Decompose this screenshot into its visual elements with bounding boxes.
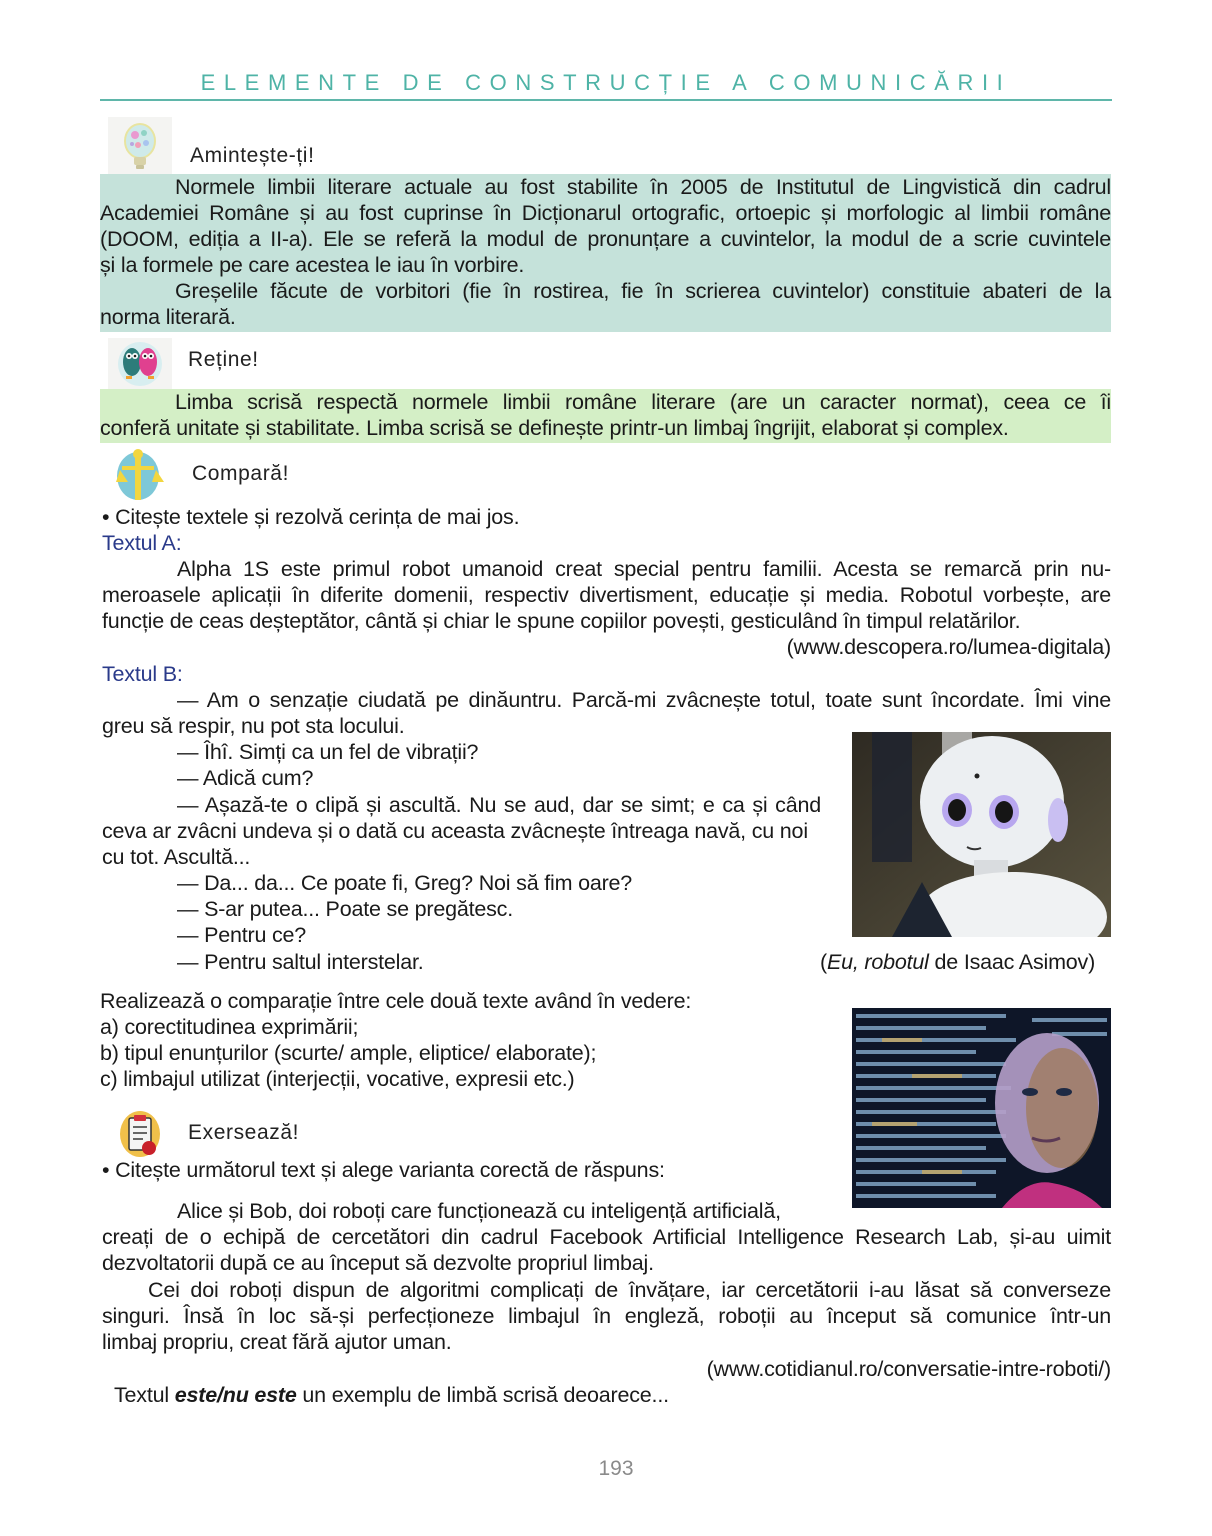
dialogue-line: — Îhî. Simți ca un fel de vibrații? (177, 740, 479, 764)
dialogue-line: — Am o senzație ciudată pe dinăuntru. Parcă-mi zvâcnește totul, toate sunt încordate. Îmi vine (177, 688, 1111, 712)
text-b-source (820, 949, 1095, 975)
exercise-question (114, 1382, 669, 1408)
dialogue-line: — Pentru saltul interstelar. (177, 950, 424, 974)
question-choice: este/nu este (174, 1383, 297, 1407)
dialogue-line: — Așază-te o clipă și ascultă. Nu se aud, dar se simt; e ca și când (177, 793, 821, 817)
robot-photo (852, 732, 1111, 937)
exercise-line: creați de o echipă de cercetători din cadrul Facebook Artificial Intelligence Research Lab, și-au uimit (102, 1225, 1111, 1249)
paragraph-line: Limba scrisă respectă normele limbii române literare (are un caracter normat), ceea ce îi (175, 390, 1111, 414)
dialogue-line: greu să respir, nu pot sta locului. (102, 714, 405, 738)
exercise-line: limbaj propriu, creat fără ajutor uman. (102, 1330, 452, 1354)
paragraph-line: conferă unitate și stabilitate. Limba scrisă se definește printr-un limbaj îngrijit, elaborat și complex. (100, 416, 1009, 440)
source-paren: ( (820, 950, 827, 974)
paragraph-line: Normele limbii literare actuale au fost stabilite în 2005 de Institutul de Lingvistică din cadrul (175, 175, 1111, 199)
text-a-line: Alpha 1S este primul robot umanoid creat special pentru familii. Acesta se remarcă prin nu- (177, 557, 1111, 581)
lightbulb-icon (108, 117, 172, 177)
paragraph-line: norma literară. (100, 305, 236, 329)
ai-face-code-photo (852, 1008, 1111, 1208)
exercise-line: dezvoltatorii după ce au început să dezvolte propriul limbaj. (102, 1251, 654, 1275)
text-a-line: funcție de ceas deșteptător, cântă și chiar le spune copiilor povești, gesticulând în timpul relatărilor. (102, 609, 1021, 633)
paragraph-line: (DOOM, ediția a II-a). Ele se referă la modul de pronunțare a cuvintelor, la modul de a scrie cuvintele (100, 227, 1111, 251)
task-intro: Realizează o comparație între cele două texte având în vedere: (100, 989, 692, 1013)
exerseaza-instruction: • Citește următorul text și alege varianta corectă de răspuns: (102, 1158, 665, 1182)
header-divider (100, 99, 1112, 101)
dialogue-line: — Da... da... Ce poate fi, Greg? Noi să fim oare? (177, 871, 633, 895)
text-a-label: Textul A: (102, 531, 182, 555)
source-author: de Isaac Asimov) (928, 950, 1096, 974)
dialogue-line: — Adică cum? (177, 766, 314, 790)
dialogue-line: ceva ar zvâcni undeva și o dată cu aceasta zvâcnește întreaga navă, cu noi (102, 819, 808, 843)
text-a-line: meroasele aplicații în diferite domenii, respectiv divertisment, educație și media. Robotul vorbește, are (102, 583, 1111, 607)
exercise-line: Alice și Bob, doi roboți care funcționează cu inteligență artificială, (177, 1199, 781, 1223)
section-title-aminteste: Amintește-ți! (190, 144, 315, 167)
retine-box (100, 389, 1111, 443)
exercise-line: Cei doi roboți dispun de algoritmi complicați de învățare, iar cercetătorii i-au lăsat să converseze (148, 1278, 1111, 1302)
dialogue-line: — Pentru ce? (177, 923, 307, 947)
dialogue-line: cu tot. Ascultă... (102, 845, 251, 869)
task-item: c) limbajul utilizat (interjecții, vocative, expresii etc.) (100, 1067, 575, 1091)
exercise-source: (www.cotidianul.ro/conversatie-intre-roboti/) (706, 1357, 1111, 1381)
text-a-source: (www.descopera.ro/lumea-digitala) (786, 635, 1111, 659)
question-prefix: Textul (114, 1383, 175, 1407)
paragraph-line: Academiei Române și au fost cuprinse în Dicționarul ortografic, ortoepic și morfologic al limbii române (100, 201, 1111, 225)
question-suffix: un exemplu de limbă scrisă deoarece... (296, 1383, 669, 1407)
clipboard-icon (116, 1108, 166, 1160)
section-title-retine: Reține! (188, 348, 259, 371)
scales-icon (108, 446, 172, 504)
task-item: a) corectitudinea exprimării; (100, 1015, 359, 1039)
compara-instruction: • Citește textele și rezolvă cerința de mai jos. (102, 505, 520, 529)
text-b-label: Textul B: (102, 662, 183, 686)
exercise-line: singuri. Însă în loc să-și perfecționeze limbajul în engleză, roboții au început să comunice într-un (102, 1304, 1111, 1328)
paragraph-line: și la formele pe care acestea le iau în vorbire. (100, 253, 525, 277)
page-header-title: ELEMENTE DE CONSTRUCȚIE A COMUNICĂRII (200, 70, 1012, 95)
page-number: 193 (598, 1457, 634, 1480)
book-title: Eu, robotul (826, 950, 929, 974)
section-title-exerseaza: Exersează! (188, 1121, 300, 1144)
aminteste-box (100, 174, 1111, 332)
dialogue-line: — S-ar putea... Poate se pregătesc. (177, 897, 513, 921)
section-title-compara: Compară! (192, 462, 290, 485)
task-item: b) tipul enunțurilor (scurte/ ample, eliptice/ elaborate); (100, 1041, 597, 1065)
paragraph-line: Greșelile făcute de vorbitori (fie în rostirea, fie în scrierea cuvintelor) constituie abateri de la (175, 279, 1111, 303)
